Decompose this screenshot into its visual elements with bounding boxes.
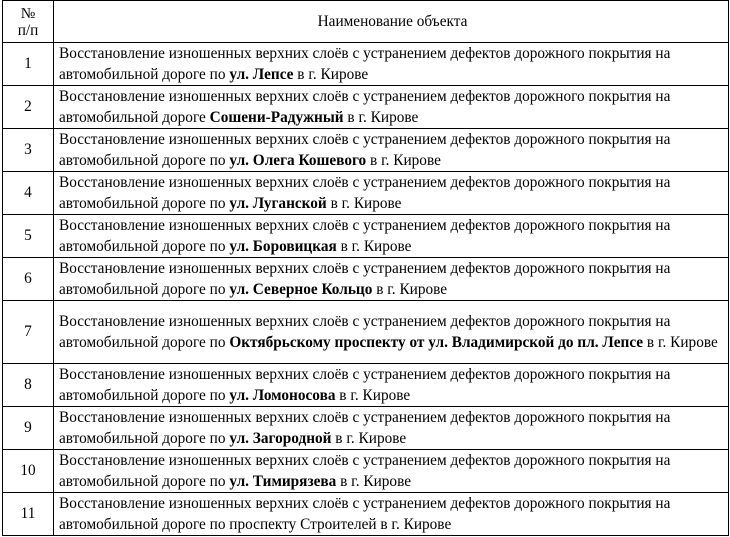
table-row <box>3 407 729 450</box>
object-text: Восстановление изношенных верхних слоёв с устранением дефектов дорожного покрытия на автомобильной дороге по <box>59 45 671 83</box>
table-row <box>3 364 729 407</box>
row-number: 11 <box>3 493 54 536</box>
object-text: в г. Кирове <box>372 281 448 298</box>
row-number: 4 <box>3 172 54 215</box>
object-text: в г. Кирове <box>336 238 412 255</box>
object-text: в г. Кирове <box>335 387 411 404</box>
object-text: Восстановление изношенных верхних слоёв с устранением дефектов дорожного покрытия на автомобильной дороге по <box>59 313 671 351</box>
row-number: 3 <box>3 129 54 172</box>
street-name: Октябрьскому проспекту от ул. Владимирской до пл. Лепсе <box>229 334 644 351</box>
object-text: Восстановление изношенных верхних слоёв с устранением дефектов дорожного покрытия на автомобильной дороге по проспекту Строителей в г. Кирове <box>59 495 671 533</box>
object-text: Восстановление изношенных верхних слоёв с устранением дефектов дорожного покрытия на автомобильной дороге по <box>59 131 671 169</box>
table-header-row <box>3 1 729 43</box>
object-text: Восстановление изношенных верхних слоёв с устранением дефектов дорожного покрытия на автомобильной дороге <box>59 88 671 126</box>
street-name: ул. Северное Кольцо <box>229 281 373 298</box>
header-number-abbr: п/п <box>17 21 39 39</box>
row-object-name <box>54 215 729 258</box>
object-text: Восстановление изношенных верхних слоёв с устранением дефектов дорожного покрытия на автомобильной дороге по <box>59 217 671 255</box>
object-text: в г. Кирове <box>336 473 411 490</box>
table-row <box>3 86 729 129</box>
object-text: Восстановление изношенных верхних слоёв с устранением дефектов дорожного покрытия на автомобильной дороге по <box>59 260 671 298</box>
street-name: Сошени-Радужный <box>209 109 344 126</box>
row-number: 2 <box>3 86 54 129</box>
row-number: 8 <box>3 364 54 407</box>
row-number: 5 <box>3 215 54 258</box>
street-name: ул. Олега Кошевого <box>229 152 367 169</box>
table-row <box>3 301 729 364</box>
table-row <box>3 493 729 536</box>
row-object-name <box>54 258 729 301</box>
row-object-name <box>54 450 729 493</box>
table-row <box>3 43 729 86</box>
street-name: ул. Лепсе <box>229 66 294 83</box>
row-number: 10 <box>3 450 54 493</box>
row-object-name <box>54 172 729 215</box>
object-text: Восстановление изношенных верхних слоёв с устранением дефектов дорожного покрытия на автомобильной дороге по <box>59 452 671 490</box>
header-name-cell: Наименование объекта <box>54 1 729 43</box>
street-name: ул. Боровицкая <box>229 238 337 255</box>
row-object-name <box>54 301 729 364</box>
table-body <box>3 43 729 536</box>
row-number: 1 <box>3 43 54 86</box>
row-object-name <box>54 493 729 536</box>
row-object-name <box>54 407 729 450</box>
row-object-name <box>54 129 729 172</box>
object-text: в г. Кирове <box>643 334 718 351</box>
row-object-name <box>54 86 729 129</box>
table-row <box>3 129 729 172</box>
object-text: Восстановление изношенных верхних слоёв с устранением дефектов дорожного покрытия на автомобильной дороге по <box>59 409 671 447</box>
header-number-symbol: № <box>20 4 36 22</box>
object-text: Восстановление изношенных верхних слоёв с устранением дефектов дорожного покрытия на автомобильной дороге по <box>59 366 671 404</box>
street-name: ул. Загородной <box>229 430 332 447</box>
street-name: ул. Ломоносова <box>229 387 336 404</box>
table-row <box>3 215 729 258</box>
object-text: в г. Кирове <box>326 195 402 212</box>
row-object-name <box>54 364 729 407</box>
table-row <box>3 172 729 215</box>
objects-table <box>2 0 729 536</box>
object-text: в г. Кирове <box>343 109 419 126</box>
object-text: Восстановление изношенных верхних слоёв с устранением дефектов дорожного покрытия на автомобильной дороге по <box>59 174 671 212</box>
table-row <box>3 450 729 493</box>
object-text: в г. Кирове <box>331 430 407 447</box>
row-number: 7 <box>3 301 54 364</box>
street-name: ул. Луганской <box>229 195 327 212</box>
street-name: ул. Тимирязева <box>229 473 337 490</box>
table-row <box>3 258 729 301</box>
object-text: в г. Кирове <box>293 66 369 83</box>
row-number: 6 <box>3 258 54 301</box>
row-number: 9 <box>3 407 54 450</box>
header-number-cell <box>3 1 54 43</box>
row-object-name <box>54 43 729 86</box>
object-text: в г. Кирове <box>366 152 441 169</box>
